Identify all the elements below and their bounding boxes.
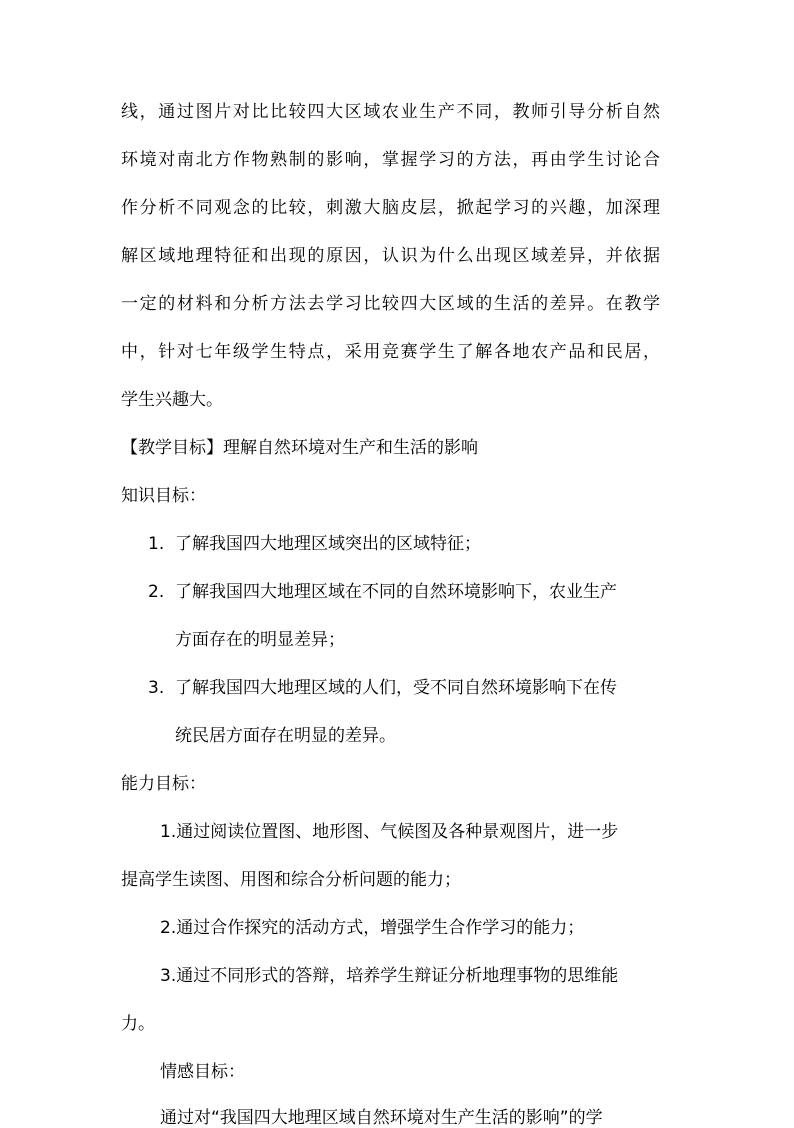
list-item-number: 1. [148,534,165,554]
list-item-number: 2. [148,582,165,602]
ability-item-line: 力。 [121,1014,155,1034]
intro-line: 学生兴趣大。 [121,390,223,410]
intro-line: 作分析不同观念的比较，刺激大脑皮层，掀起学习的兴趣，加深理 [121,198,660,218]
emotion-line: 通过对“我国四大地理区域自然环境对生产生活的影响”的学 [160,1108,603,1128]
intro-line: 中，针对七年级学生特点，采用竞赛学生了解各地农产品和民居， [121,342,660,362]
ability-item-line: 1.通过阅读位置图、地形图、气候图及各种景观图片，进一步 [160,822,619,842]
intro-line: 解区域地理特征和出现的原因，认识为什么出现区域差异，并依据 [121,246,660,266]
intro-line: 环境对南北方作物熟制的影响，掌握学习的方法，再由学生讨论合 [121,150,660,170]
intro-line: 一定的材料和分析方法去学习比较四大区域的生活的差异。在教学 [121,294,660,314]
ability-item-line: 3.通过不同形式的答辩，培养学生辩证分析地理事物的思维能 [160,966,619,986]
list-item-text: 了解我国四大地理区域突出的区域特征； [175,534,481,554]
list-item-text: 方面存在的明显差异； [175,630,345,650]
list-item-text: 了解我国四大地理区域的人们，受不同自然环境影响下在传 [175,678,617,698]
list-item-text: 了解我国四大地理区域在不同的自然环境影响下，农业生产 [175,582,617,602]
ability-heading: 能力目标： [121,774,206,794]
ability-item-line: 2.通过合作探究的活动方式，增强学生合作学习的能力； [160,918,585,938]
emotion-heading: 情感目标： [160,1062,245,1082]
teaching-goal-heading: 【教学目标】理解自然环境对生产和生活的影响 [121,438,478,458]
list-item-number: 3. [148,678,165,698]
intro-line: 线，通过图片对比比较四大区域农业生产不同，教师引导分析自然 [121,102,660,122]
list-item-text: 统民居方面存在明显的差异。 [175,726,396,746]
ability-item-line: 提高学生读图、用图和综合分析问题的能力； [121,870,461,890]
knowledge-heading: 知识目标： [121,486,206,506]
